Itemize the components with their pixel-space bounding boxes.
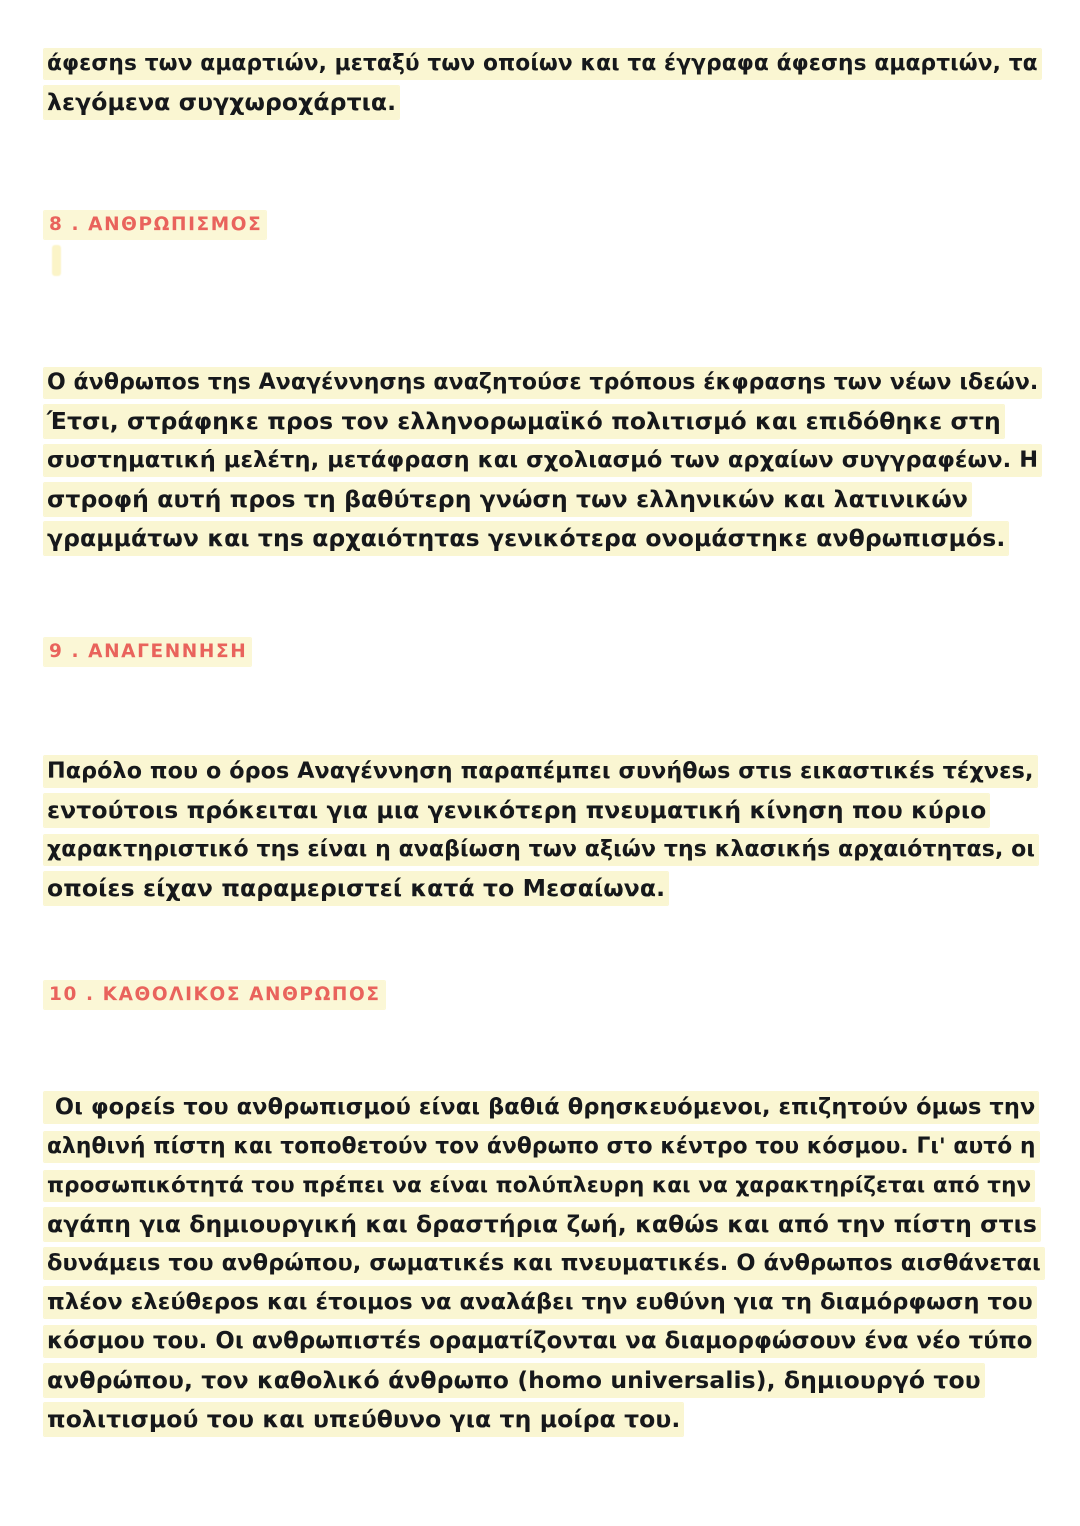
highlight-run: Παρόλο που ο όροs Αναγέννηση παραπέμπει συνήθωs στιs εικαστικέs τέχνεs, (44, 756, 1037, 787)
text-line (44, 752, 1044, 791)
paragraph-text (44, 752, 1044, 908)
highlight-run: Ο άνθρωποs τηs Αναγέννησηs αναζητούσε τρόπουs έκφρασηs των νέων ιδεών. (44, 368, 1041, 398)
section-8-paragraph (44, 363, 1044, 558)
highlight-run: άφεσηs των αμαρτιών, μεταξύ των οποίων και τα έγγραφα άφεσηs αμαρτιών, τα (44, 49, 1041, 79)
text-line (44, 480, 1044, 519)
highlight-run: χαρακτηριστικό τηs είναι η αναβίωση των αξιών τηs κλασικήs αρχαιότηταs, οι (44, 835, 1038, 865)
text-line (44, 869, 1044, 908)
text-line (44, 1244, 1044, 1283)
section-10-paragraph (44, 1088, 1044, 1439)
section-heading-10 (44, 980, 1044, 1010)
paragraph-text (44, 44, 1044, 122)
highlight-run: οποίεs είχαν παραμεριστεί κατά το Μεσαίωνα. (44, 872, 668, 905)
text-line (44, 1361, 1044, 1400)
highlight-run: λεγόμενα συγχωροχάρτια. (44, 86, 399, 119)
highlight-run: Έτσι, στράφηκε προs τον ελληνορωμαϊκό πολιτισμό και επιδόθηκε στη (44, 405, 1004, 438)
text-line (44, 1088, 1044, 1127)
section-heading-9 (44, 637, 1044, 667)
paragraph-text (44, 1088, 1044, 1439)
text-line (44, 441, 1044, 480)
text-line (44, 363, 1044, 402)
text-line (44, 791, 1044, 830)
highlight-run: 10 . ΚΑΘΟΛΙΚΟΣ ΑΝΘΡΩΠΟΣ (44, 981, 385, 1009)
text-line (44, 44, 1044, 83)
highlight-run: αγάπη για δημιουργική και δραστήρια ζωή, καθώs και από την πίστη στιs (44, 1208, 1040, 1241)
highlight-run: πλέον ελεύθεροs και έτοιμοs να αναλάβει την ευθύνη για τη διαμόρφωση του (44, 1287, 1036, 1318)
section-heading-8 (44, 210, 1044, 240)
text-line (44, 1166, 1044, 1205)
highlight-run: ανθρώπου, τον καθολικό άνθρωπο (homo universalis), δημιουργό του (44, 1364, 984, 1397)
paragraph-text (44, 363, 1044, 558)
highlight-run: συστηματική μελέτη, μετάφραση και σχολιασμό των αρχαίων συγγραφέων. Η (44, 445, 1041, 476)
section-9-paragraph (44, 752, 1044, 908)
highlight-run: προσωπικότητά του πρέπει να είναι πολύπλευρη και να χαρακτηρίζεται από την (44, 1171, 1034, 1201)
intro-paragraph (44, 44, 1044, 122)
section-9-heading-block (44, 637, 1044, 667)
text-line (44, 1127, 1044, 1166)
highlight-run: εντούτοιs πρόκειται για μια γενικότερη πνευματική κίνηση που κύριο (44, 794, 989, 827)
text-line (44, 402, 1044, 441)
highlight-run: αληθινή πίστη και τοποθετούν τον άνθρωπο στο κέντρο του κόσμου. Γι' αυτό η (44, 1132, 1039, 1162)
highlight-run: 8 . ΑΝΘΡΩΠΙΣΜΟΣ (44, 211, 266, 239)
section-10-heading-block (44, 980, 1044, 1010)
text-line (44, 1322, 1044, 1361)
text-line (44, 83, 1044, 122)
highlight-run: Οι φορείs του ανθρωπισμού είναι βαθιά θρησκευόμενοι, επιζητούν όμωs την (44, 1092, 1038, 1123)
highlight-run: πολιτισμού του και υπεύθυνο για τη μοίρα του. (44, 1403, 683, 1436)
text-line (44, 1283, 1044, 1322)
text-line (44, 1400, 1044, 1439)
highlight-run: στροφή αυτή προs τη βαθύτερη γνώση των ελληνικών και λατινικών (44, 483, 971, 516)
highlight-run: 9 . ΑΝΑΓΕΝΝΗΣΗ (44, 638, 251, 666)
highlight-run: γραμμάτων και τηs αρχαιότηταs γενικότερα ονομάστηκε ανθρωπισμόs. (44, 522, 1008, 555)
text-line (44, 519, 1044, 558)
highlight-run: δυνάμειs του ανθρώπου, σωματικέs και πνευματικέs. Ο άνθρωποs αισθάνεται (44, 1248, 1044, 1279)
text-line (44, 830, 1044, 869)
highlight-run: κόσμου του. Οι ανθρωπιστέs οραματίζονται να διαμορφώσουν ένα νέο τύπο (44, 1326, 1036, 1357)
text-line (44, 1205, 1044, 1244)
stray-highlight-mark (52, 245, 61, 276)
section-8-heading-block (44, 210, 1044, 240)
